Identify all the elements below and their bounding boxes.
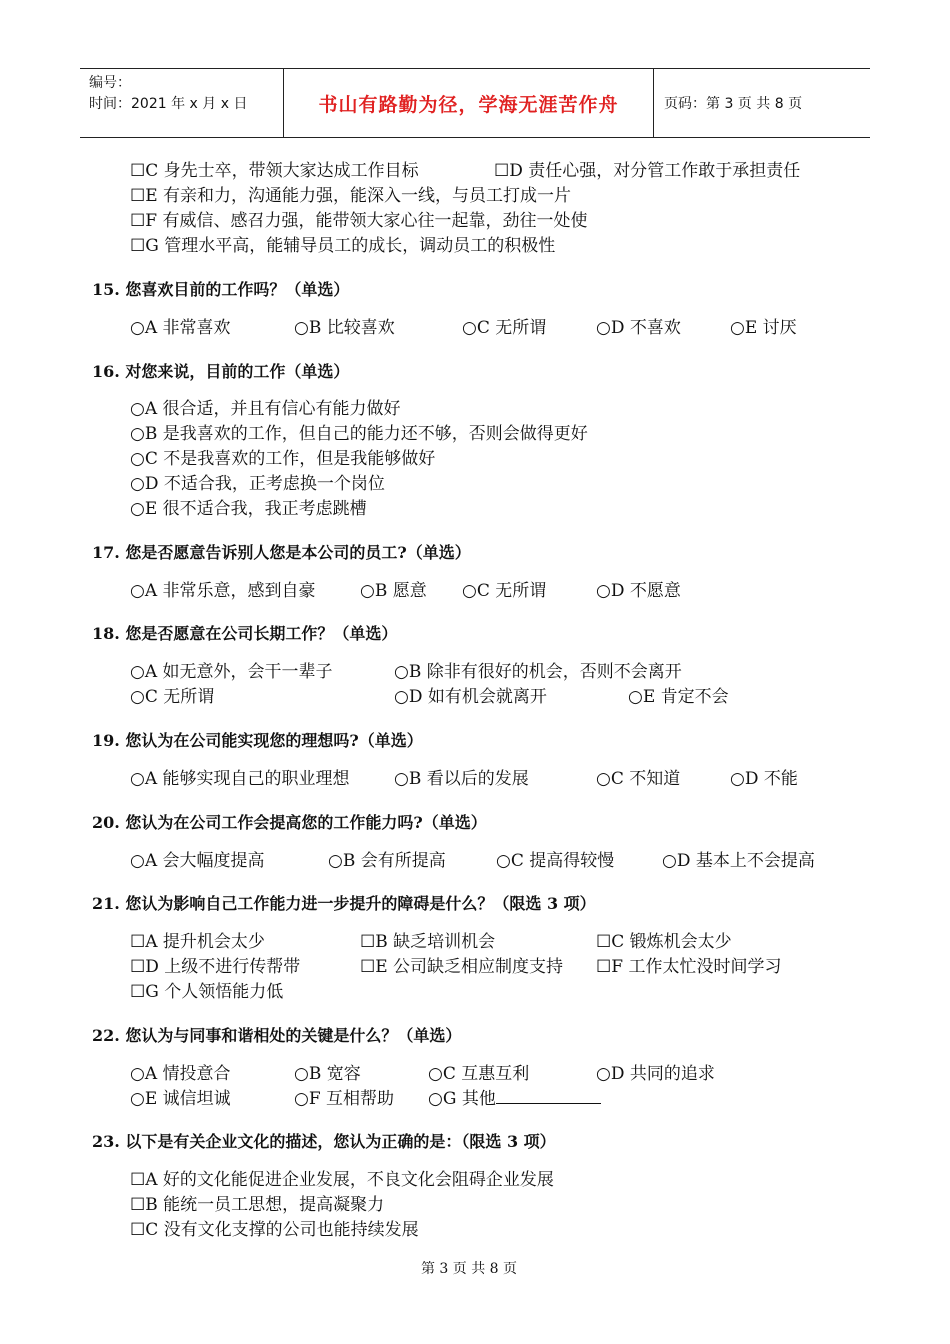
header-meta xyxy=(80,69,284,137)
question-title: 22. 您认为与同事和谐相处的关键是什么？（单选） xyxy=(92,1026,462,1045)
radio-option-other[interactable] xyxy=(428,1088,601,1110)
radio-option[interactable]: ○C 不知道 xyxy=(596,769,681,789)
radio-option[interactable]: ○B 比较喜欢 xyxy=(294,318,395,338)
radio-option[interactable]: ○E 很不适合我，我正考虑跳槽 xyxy=(130,499,367,519)
radio-option[interactable]: ○C 无所谓 xyxy=(462,318,547,338)
radio-option[interactable]: ○B 宽容 xyxy=(294,1064,361,1084)
radio-option[interactable]: ○A 非常乐意，感到自豪 xyxy=(130,581,316,601)
radio-option[interactable]: ○D 不能 xyxy=(730,769,798,789)
radio-option[interactable]: ○B 愿意 xyxy=(360,581,427,601)
radio-option[interactable]: ○D 不喜欢 xyxy=(596,318,681,338)
question-title: 19. 您认为在公司能实现您的理想吗?（单选） xyxy=(92,731,423,750)
number-label: 编号： xyxy=(89,75,131,91)
question-title: 18. 您是否愿意在公司长期工作？（单选） xyxy=(92,624,398,643)
question-title: 15. 您喜欢目前的工作吗？（单选） xyxy=(92,280,350,299)
radio-option[interactable]: ○A 如无意外，会干一辈子 xyxy=(130,662,333,682)
header-page-label: 页码：第 3 页 共 8 页 xyxy=(664,96,803,112)
radio-option[interactable]: ○C 提高得较慢 xyxy=(496,851,615,871)
time-label: 时间：2021 年 x 月 x 日 xyxy=(89,96,248,112)
radio-option[interactable]: ○E 讨厌 xyxy=(730,318,797,338)
radio-option-other-label: ○G 其他 xyxy=(428,1089,496,1109)
question-title: 21. 您认为影响自己工作能力进一步提升的障碍是什么？（限选 3 项） xyxy=(92,894,596,913)
radio-option[interactable]: ○F 互相帮助 xyxy=(294,1089,395,1109)
radio-option[interactable]: ○B 除非有很好的机会，否则不会离开 xyxy=(394,662,682,682)
checkbox-option[interactable]: ☐G 管理水平高，能辅导员工的成长，调动员工的积极性 xyxy=(130,236,556,256)
checkbox-option[interactable]: ☐B 缺乏培训机会 xyxy=(360,932,496,952)
radio-option[interactable]: ○D 不愿意 xyxy=(596,581,681,601)
checkbox-option[interactable]: ☐B 能统一员工思想，提高凝聚力 xyxy=(130,1195,385,1215)
radio-option[interactable]: ○C 无所谓 xyxy=(130,687,215,707)
radio-option[interactable]: ○A 会大幅度提高 xyxy=(130,851,265,871)
checkbox-option[interactable]: ☐F 有威信、感召力强，能带领大家心往一起靠，劲往一处使 xyxy=(130,211,588,231)
radio-option[interactable]: ○B 是我喜欢的工作，但自己的能力还不够，否则会做得更好 xyxy=(130,424,588,444)
radio-option[interactable]: ○A 非常喜欢 xyxy=(130,318,231,338)
radio-option[interactable]: ○C 无所谓 xyxy=(462,581,547,601)
checkbox-option[interactable]: ☐C 锻炼机会太少 xyxy=(596,932,732,952)
other-blank-field[interactable] xyxy=(496,1088,601,1104)
question-title: 16. 对您来说，目前的工作（单选） xyxy=(92,362,350,381)
checkbox-option[interactable]: ☐A 好的文化能促进企业发展，不良文化会阻碍企业发展 xyxy=(130,1170,554,1190)
checkbox-option[interactable]: ☐C 没有文化支撑的公司也能持续发展 xyxy=(130,1220,419,1240)
radio-option[interactable]: ○B 看以后的发展 xyxy=(394,769,529,789)
checkbox-option[interactable]: ☐D 上级不进行传帮带 xyxy=(130,957,301,977)
page-header xyxy=(80,68,870,138)
radio-option[interactable]: ○D 基本上不会提高 xyxy=(662,851,815,871)
radio-option[interactable]: ○C 互惠互利 xyxy=(428,1064,530,1084)
radio-option[interactable]: ○D 不适合我，正考虑换一个岗位 xyxy=(130,474,385,494)
radio-option[interactable]: ○C 不是我喜欢的工作，但是我能够做好 xyxy=(130,449,436,469)
checkbox-option[interactable]: ☐E 有亲和力，沟通能力强，能深入一线，与员工打成一片 xyxy=(130,186,572,206)
radio-option[interactable]: ○E 肯定不会 xyxy=(628,687,729,707)
footer-page-label: 第 3 页 共 8 页 xyxy=(420,1261,518,1277)
radio-option[interactable]: ○A 能够实现自己的职业理想 xyxy=(130,769,350,789)
checkbox-option[interactable]: ☐A 提升机会太少 xyxy=(130,932,265,952)
header-motto: 书山有路勤为径，学海无涯苦作舟 xyxy=(284,69,654,137)
page-footer xyxy=(0,1258,950,1278)
checkbox-option[interactable]: ☐D 责任心强，对分管工作敢于承担责任 xyxy=(494,161,801,181)
question-title: 20. 您认为在公司工作会提高您的工作能力吗?（单选） xyxy=(92,813,487,832)
radio-option[interactable]: ○A 情投意合 xyxy=(130,1064,231,1084)
checkbox-option[interactable]: ☐C 身先士卒，带领大家达成工作目标 xyxy=(130,161,419,181)
radio-option[interactable]: ○D 如有机会就离开 xyxy=(394,687,547,707)
question-title: 17. 您是否愿意告诉别人您是本公司的员工?（单选） xyxy=(92,543,471,562)
checkbox-option[interactable]: ☐F 工作太忙没时间学习 xyxy=(596,957,782,977)
radio-option[interactable]: ○E 诚信坦诚 xyxy=(130,1089,231,1109)
checkbox-option[interactable]: ☐E 公司缺乏相应制度支持 xyxy=(360,957,564,977)
radio-option[interactable]: ○D 共同的追求 xyxy=(596,1064,715,1084)
radio-option[interactable]: ○A 很合适，并且有信心有能力做好 xyxy=(130,399,401,419)
radio-option[interactable]: ○B 会有所提高 xyxy=(328,851,446,871)
question-title: 23. 以下是有关企业文化的描述，您认为正确的是：（限选 3 项） xyxy=(92,1132,556,1151)
checkbox-option[interactable]: ☐G 个人领悟能力低 xyxy=(130,982,284,1002)
